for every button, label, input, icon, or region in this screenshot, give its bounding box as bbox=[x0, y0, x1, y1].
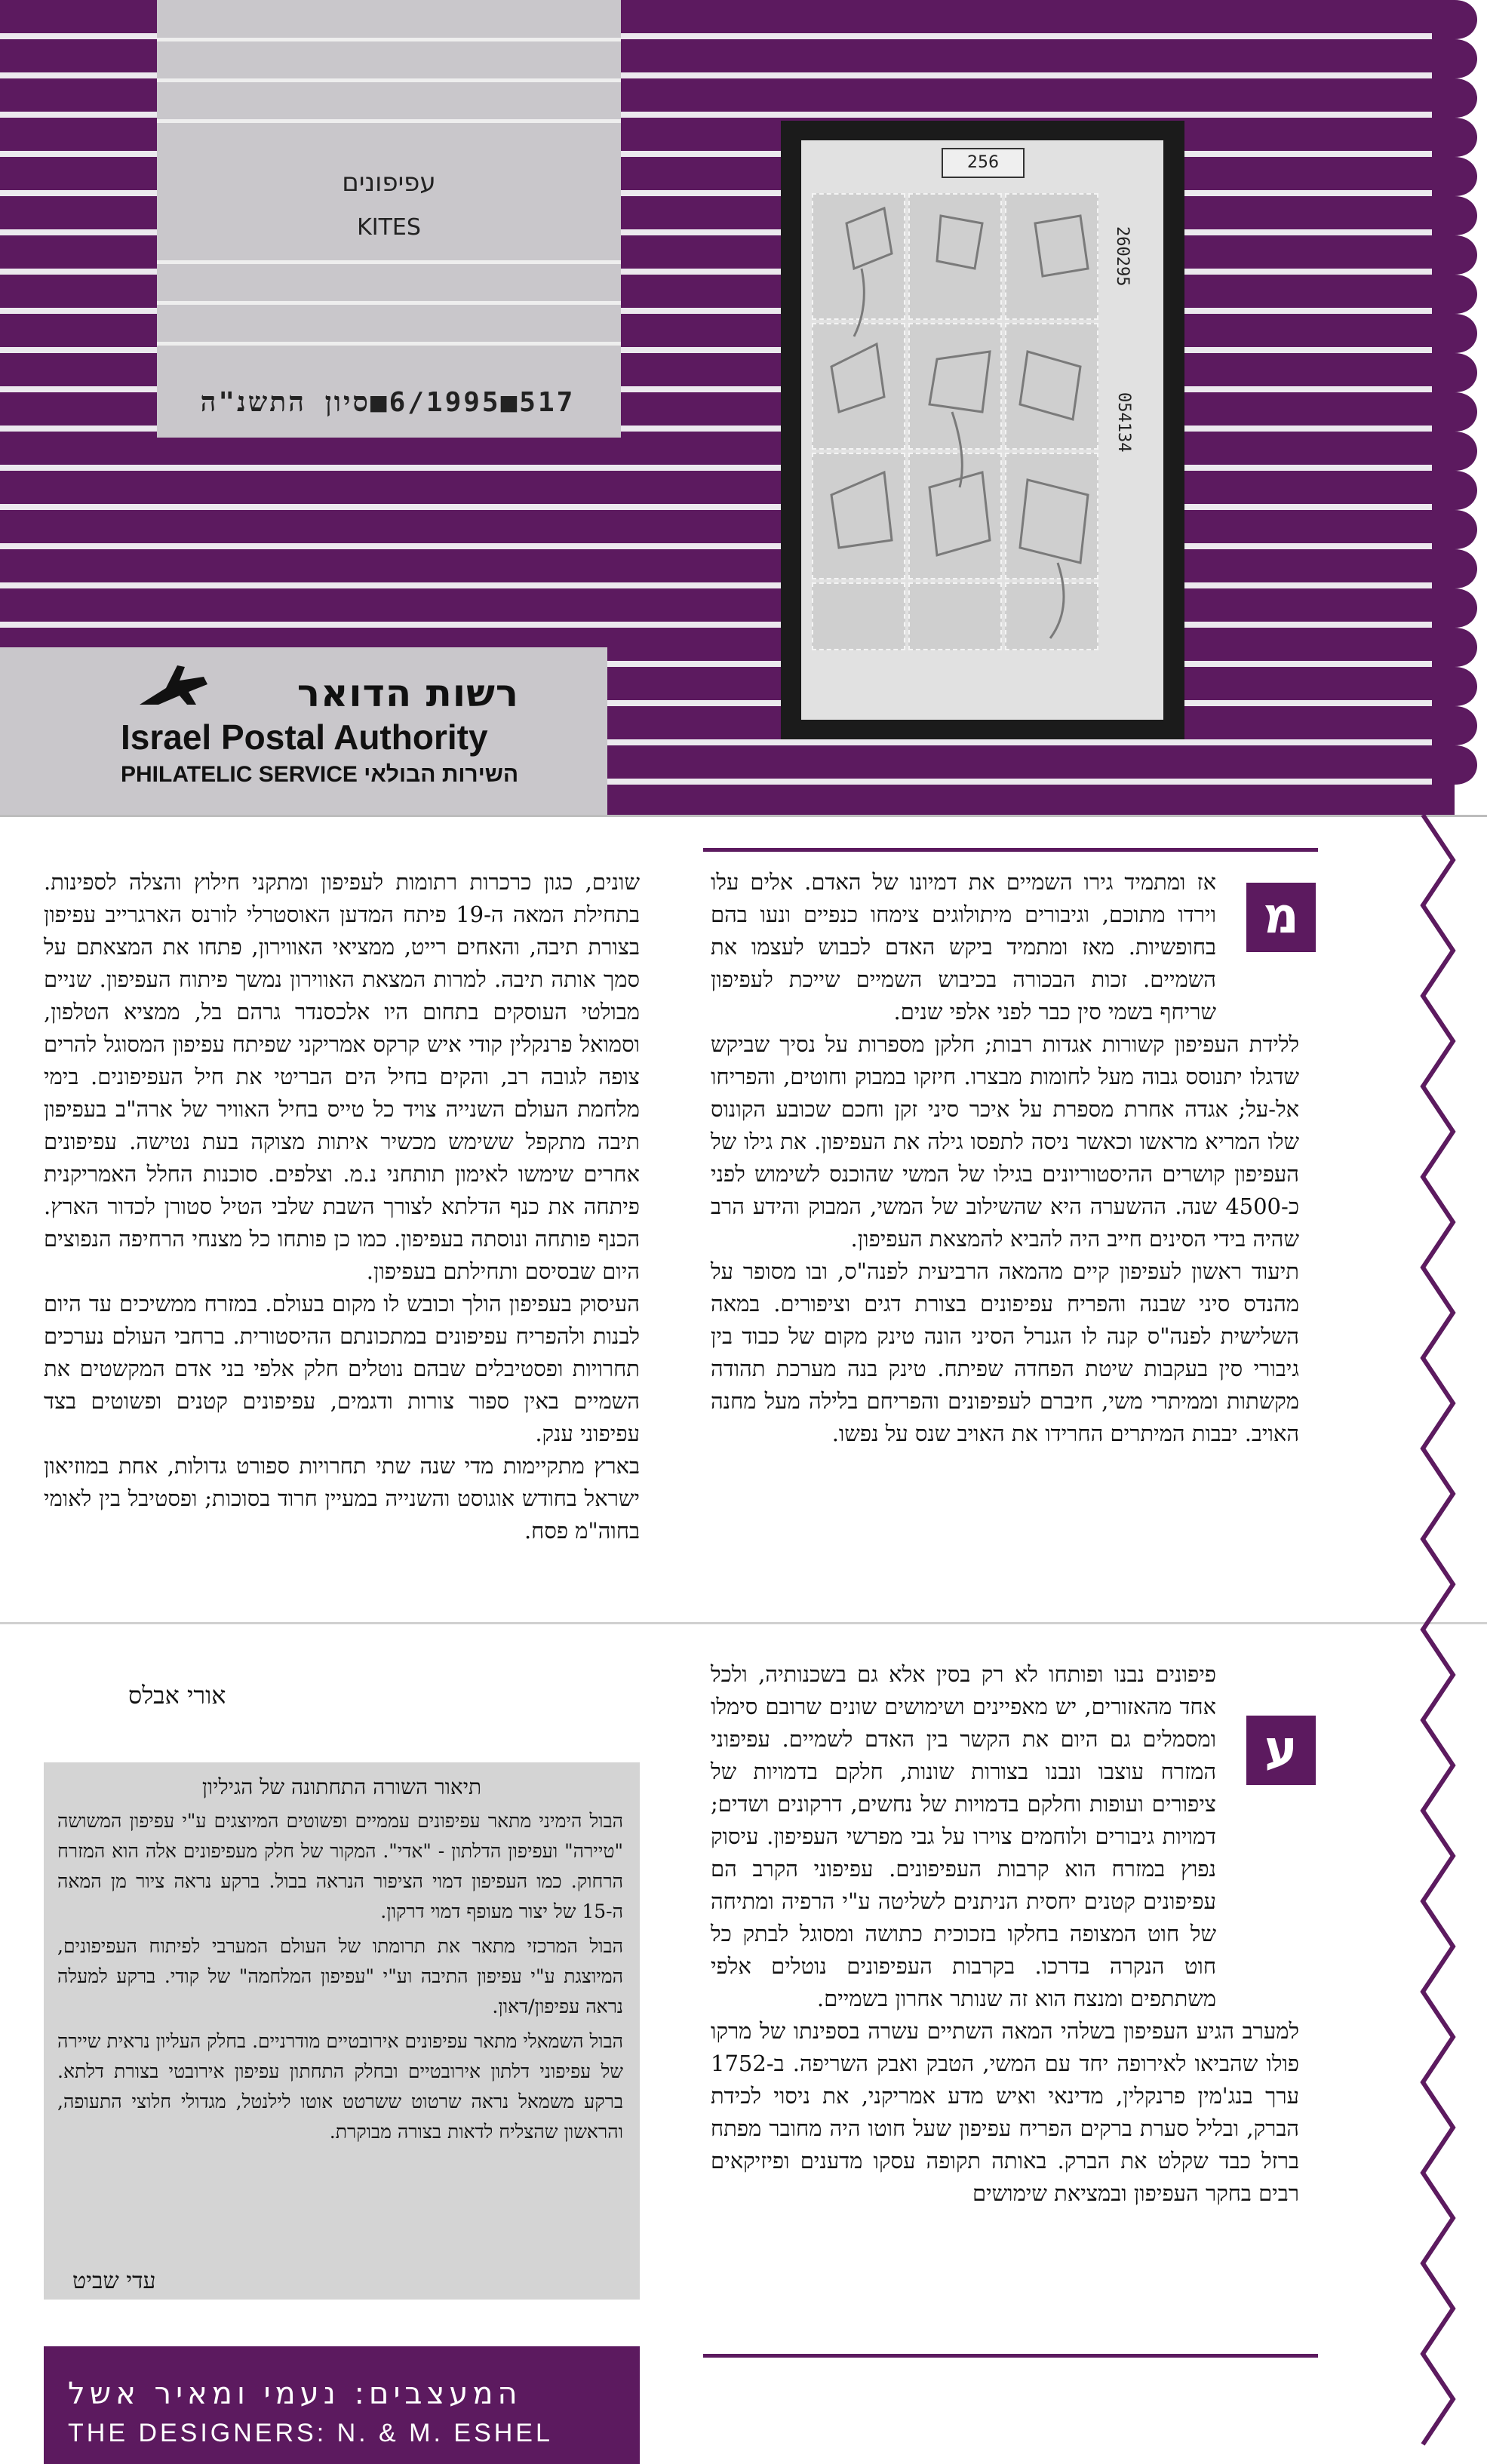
paragraph: תיעוד ראשון לעפיפון קיים מהמאה הרביעית לפנה"ס, ובו מסופר על מהנדס סיני שבנה והפריח עפיפונים בצורת דגים וציפורים. במאה השלישית לפנה"ס קנה לו הגנרל הסיני הונה טינק מקום של כבוד בין גיבורי סין בעקבות שיטת הפחדה שפיתח. טינק בנה מערכת תהודה מקשתות וממיתרי משי, חיברם לעפיפונים והפריחם בלילה מעל מחנה האויב. יבבות המיתרים החרידו את האויב שנס על נפשו. bbox=[711, 1258, 1299, 1446]
kite-drawings bbox=[801, 140, 1163, 720]
article-right-column-bottom bbox=[711, 1658, 1299, 2210]
section-divider bbox=[703, 848, 1318, 852]
paragraph: פיפונים נבנו ופותחו לא רק בסין אלא גם בשכנותיה, ולכל אחד מהאזורים, יש מאפיינים ושימושים שונים שרובם סימלו ומסמלים גם היום את הקשר בין האדם לשמיים. עפיפוני המזרח עוצבו ונבנו בצורות שונות, חלקם בדמויות של ציפורים ועופות וחלקם בדמויות של נחשים, דרקונים ושדים; דמויות גיבורים ולוחמים צוירו על גבי מפרשי העפיפון. עיסוק נפוץ במזרח הוא קרבות העפיפונים. עפיפוני הקרב הם עפיפונים קטנים יחסית הניתנים לשליטה ע"י הרפיה ומתיחה של חוט המצופה בחלקו בזכוכית כתושה ומסוגל לבתק כל חוט הנקרה בדרכו. בקרבות העפיפונים נוטלים אלפי משתתפים ומנצח הוא זה שנותר אחרון בשמיים. bbox=[711, 1661, 1216, 2011]
stamp-sheet bbox=[801, 140, 1163, 720]
sheet-number: 256 bbox=[942, 148, 1025, 178]
article-right-column-top bbox=[711, 866, 1299, 1450]
sheet-serial-number: 054134 bbox=[1114, 392, 1133, 453]
logo-subtitle bbox=[121, 762, 518, 788]
designers-english: THE DESIGNERS: N. & M. ESHEL bbox=[68, 2419, 553, 2447]
paragraph: שונים, כגון כרכרות רתומות לעפיפון ומתקני חילוץ והצלה לספינות. בתחילת המאה ה-19 פיתח המדען האוסטרלי לורנס הארגרייב עפיפון בצורת תיבה, והאחים רייט, ממציאי האווירון, פתחו את המצאתם על סמך אותה תיבה. למרות המצאת האווירון נמשך פיתוח העפיפון. שניים מבולטי העוסקים בתחום היו אלכסנדר גרהם בל, ממציא הטלפון, וסמואל פרנקלין קודי איש קרקס אמריקני שפיתח עפיפון המסוגל להרים צופה לגובה רב, והקים בחיל הים הבריטי את חיל העפיפונים. בימי מלחמת העולם השנייה צויד כל טייס בחיל האוויר של ארה"ב בעפיפון תיבה מתקפל ששימש מכשיר איתות מצוקה בעת נטישה. עפיפונים אחרים שימשו לאימון תותחני נ.מ. וצלפים. סוכנות החלל האמריקנית פיתחה את כנף הדלתא לצורך השבת שלבי הטיל סטורן לכדור הארץ. הכנף פותחה ונוסתה בעפיפון. כמו כן פותחו כל מצנחי הרחיפה הנפוצים היום שבסיסם ותחילתם בעפיפון. bbox=[44, 869, 640, 1284]
deer-logo-icon bbox=[136, 658, 211, 711]
description-title: תיאור השורה התחתונה של הגיליון bbox=[201, 1774, 482, 1799]
fold-line bbox=[0, 815, 1487, 817]
logo-sub-hebrew: השירות הבולאי bbox=[364, 762, 519, 787]
description-signature: עדי שביט bbox=[72, 2268, 156, 2294]
sheet-print-date: 260295 bbox=[1113, 226, 1132, 287]
paragraph: הבול הימיני מתאר עפיפונים עממיים ופשוטים המיוצגים ע"י עפיפון המשושה "טיירה" ועפיפון הדלתון - "אדי". המקור של חלק מעפיפונים אלה הוא המזרח הרחוק. כמו העפיפון דמוי הציפור הנראה בבול. ברקע נראה ציור מן המאה ה-15 של יצור מעופף דמוי דרקון. bbox=[57, 1810, 623, 1922]
paragraph: למערב הגיע העפיפון בשלהי המאה השתיים עשרה בספינתו של מרקו פולו שהביאו לאירופה יחד עם המשי, הטבק ואבק השריפה. ב-1752 ערך בנג'מין פרנקלין, מדינאי ואיש מדע אמריקני, את ניסוי לכידת הברק, ובליל סערת ברקים הפריח עפיפון שעל חוטו היה מחובר מפתח ברזל כבד שקלט את הברק. באותה תקופה עסקו מדענים ופיזיקאים רבים בחקר העפיפון ובמציאת שימושים bbox=[711, 2018, 1299, 2206]
logo-english: Israel Postal Authority bbox=[121, 717, 488, 757]
drop-cap: ע bbox=[1246, 1716, 1316, 1785]
paragraph: הבול השמאלי מתאר עפיפונים אירובטיים מודרניים. בחלק העליון נראית שיירה של עפיפוני דלתון אירובטיים ובחלק התחתון עפיפון אירובטי בצורת דלתא. ברקע משמאל נראה שרטוט ששרטט אוטו לילנטל, מגדולי חלוצי התעופה, והראשון שהצליח לדאות בצורה מבוקרת. bbox=[57, 2030, 623, 2143]
article-left-column bbox=[44, 866, 640, 1547]
designers-hebrew: המעצבים: נעמי ומאיר אשל bbox=[68, 2376, 522, 2411]
description-text bbox=[57, 1806, 623, 2152]
title-box bbox=[157, 0, 621, 438]
logo-sub-english: PHILATELIC SERVICE bbox=[121, 762, 358, 787]
author-signature: אורי אבלס bbox=[128, 1681, 226, 1710]
logo-hebrew: רשות הדואר bbox=[296, 671, 519, 715]
zigzag-border bbox=[1393, 815, 1487, 2464]
title-english: KITES bbox=[357, 214, 421, 241]
issue-number-date: 517■6/1995■סיון התשנ"ה bbox=[200, 387, 576, 418]
paragraph: ללידת העפיפון קשורות אגדות רבות; חלקן מספרות על נסיך שביקש שדגלו יתנוסס גבוה מעל לחומות מבצרו. חיזקו במבוק וחוטים, והפריחו אל-על; אגדה אחרת מספרת על איכר סיני זקן וחכם שכובע הקונוס שלו המריא מראשו וכאשר ניסה לתפסו גילה את העפיפון. את גילו של העפיפון קושרים ההיסטוריונים בגילו של המשי שהוכנס לשימוש לפני כ-4500 שנה. ההשערה היא שהשילוב של המשי, המבוק והידע הרב שהיה בידי הסינים חייב היה להביא להמצאת העפיפון. bbox=[711, 1031, 1299, 1252]
paragraph: בארץ מתקיימות מדי שנה שתי תחרויות ספורט גדולות, אחת במוזיאון ישראל בחודש אוגוסט והשנייה במעיין חרוד בסוכות; ופסטיבל בין לאומי בחוה"מ פסח. bbox=[44, 1453, 640, 1544]
paragraph: אז ומתמיד גירו השמיים את דמיונו של האדם. אלים עלו וירדו מתוכם, וגיבורים מיתולוגים צימחו כנפיים ונעו בהם בחופשיות. מאז ומתמיד ביקש האדם לכבוש לעצמו את השמיים. זכות הבכורה בכיבוש השמיים שייכת לעפיפון שריחף בשמי סין כבר לפני אלפי שנים. bbox=[711, 869, 1216, 1025]
paragraph: הבול המרכזי מתאר את תרומתו של העולם המערבי לפיתוח העפיפונים, המיוצגת ע"י עפיפון התיבה וע"י "עפיפון המלחמה" של קודי. ברקע למעלה נראה עפיפון/דאון. bbox=[57, 1935, 623, 2017]
wavy-edge bbox=[1432, 0, 1487, 815]
drop-cap: מ bbox=[1246, 883, 1316, 952]
section-divider bbox=[703, 2354, 1318, 2358]
paragraph: העיסוק בעפיפון הולך וכובש לו מקום בעולם. במזרח ממשיכים עד היום לבנות ולהפריח עפיפונים במתכונתם ההיסטורית. ברחבי העולם נערכים תחרויות ופסטיבלים שבהם נוטלים חלק אלפי בני אדם המקשטים את השמיים באין ספור צורות ודגמים, עפיפונים קטנים ופשוטים בצד עפיפוני ענק. bbox=[44, 1291, 640, 1446]
title-hebrew: עפיפונים bbox=[342, 167, 436, 198]
fold-line bbox=[0, 1622, 1487, 1624]
